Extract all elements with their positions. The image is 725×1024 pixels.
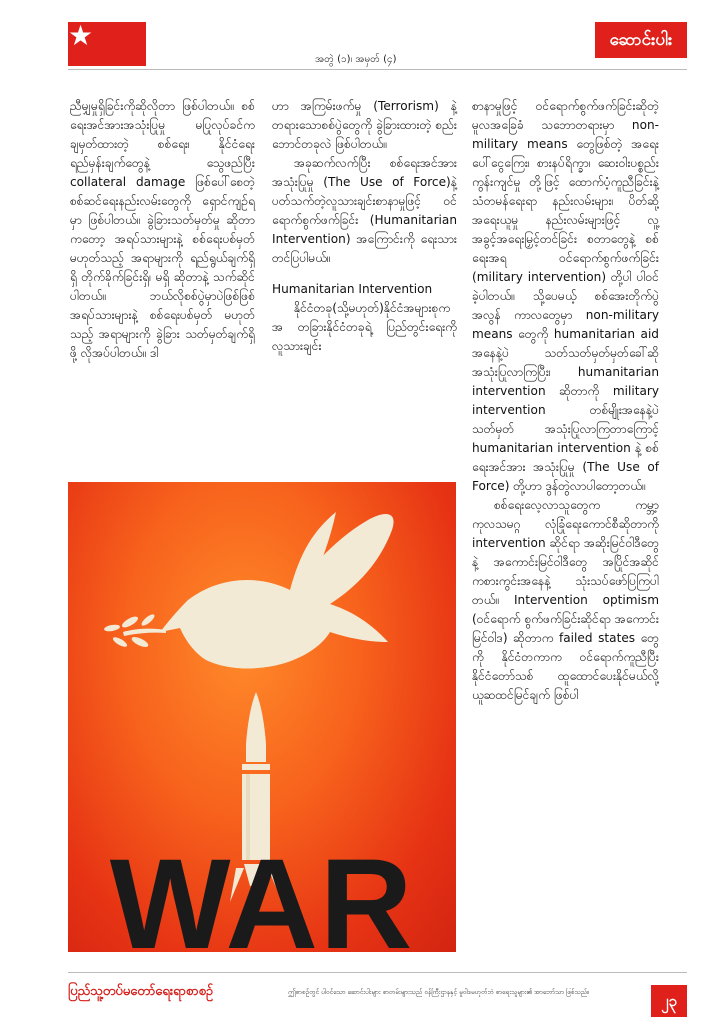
dove-icon [160,512,394,669]
section-subheading: Humanitarian Intervention [272,282,433,296]
olive-branch-icon [104,613,166,649]
issue-line: အတွဲ (၁)၊ အမှတ် (၄) [315,54,397,65]
column-2-paragraph-1: ဟာ အကြမ်းဖက်မှု (Terrorism) နဲ့ တရားသောစစ်ပွဲတွေကို ခွဲခြားထားတဲ့ စည်းဘောင်တခုလဲ ဖြစ်ပါတယ်။ [272,99,457,151]
page-number: ၂၃ [651,985,687,1017]
section-masthead: ဆောင်းပါး [595,22,687,58]
column-2 [272,97,457,356]
footer-disclaimer: ဤစာစဉ်တွင် ပါဝင်သော ဆောင်းပါးများ စာတမ်းများသည် ဝန်ကြီးဌာနနှင့် မူဝါဒမဟုတ်ဘဲ စာရေးသူများ၏ အာဘော်သာ ဖြစ်သည်။ [288,988,589,996]
column-1 [70,97,255,363]
column-3 [472,97,659,705]
poster-war-text: WAR [109,833,415,952]
header-divider [68,69,687,70]
column-3-paragraph-2: စစ်ရေးလေ့လာသူတွေက ကမ္ဘာ့ကုလသမဂ္ဂ လုံခြုံရေးကောင်စီဆိုတာကို intervention ဆိုင်ရာ အဆိုးမြင်ဝါဒီတွေနဲ့ အကောင်းမြင်ဝါဒီတွေ အပြိုင်အဆိုင်ကစားကွင်းအနေနဲ့ သုံးသပ်ဖော်ပြကြပါတယ်။ Intervention optimism (ဝင်ရောက် စွက်ဖက်ခြင်းဆိုင်ရာ အကောင်းမြင်ဝါဒ) ဆိုတာက failed states တွေကို နိုင်ငံတကာက ဝင်ရောက်ကူညီပြီး နိုင်ငံတော်သစ် ထူထောင်ပေးနိုင်မယ်လို့ ယူဆထင်မြင်ချက် ဖြစ်ပါ [472,498,659,702]
column-1-paragraph: ညီမျှမှုရှိခြင်းကိုဆိုလိုတာ ဖြစ်ပါတယ်။ စစ်ရေးအင်အားအသုံးပြုမှု မပြုလုပ်ခင်က ချမှတ်ထားတဲ့ စစ်ရေး၊ နိုင်ငံရေး ရည်မှန်းချက်တွေနဲ့ သွေဖည်ပြီး collateral damage ဖြစ်ပေါ်စေတဲ့ စစ်ဆင်ရေးနည်းလမ်းတွေကို ရှောင်ကျဉ်ရမှာ ဖြစ်ပါတယ်။ ခွဲခြားသတ်မှတ်မှု ဆိုတာကတော့ အရပ်သားများနဲ့ စစ်ရေးပစ်မှတ်မဟုတ်သည့် အရာများကို ရည်ရွယ်ချက်ရှိရှိ တိုက်ခိုက်ခြင်းရှိ၊ မရှိ ဆိုတာနဲ့ သက်ဆိုင်ပါတယ်။ ဘယ်လိုစစ်ပွဲမှာပဲဖြစ်ဖြစ် အရပ်သားများနဲ့ စစ်ရေးပစ်မှတ် မဟုတ်သည့် အရာများကို ခွဲခြား သတ်မှတ်ချက်ရှိဖို့ လိုအပ်ပါတယ်။ ဒါ [70,99,255,360]
war-poster-image [68,482,456,952]
column-3-paragraph-1: စာနာမှုဖြင့် ဝင်ရောက်စွက်ဖက်ခြင်းဆိုတဲ့ မူလအခြေခံ သဘောတရားမှာ non-military means တွေဖြစ်တဲ့ အရေးပေါ်ငွေကြေး၊ စားနပ်ရိက္ခာ၊ ဆေးဝါးပစ္စည်းကွန်းကျင်မှု တို့ဖြင့် ထောက်ပံ့ကူညီခြင်းနဲ့ သံတမန်ရေးရာ နည်းလမ်းများ၊ ပိတ်ဆို့အရေးယူမှု နည်းလမ်းများဖြင့် လူ့အခွင့်အရေးမြှင့်တင်ခြင်း စတာတွေနဲ့ စစ်ရေးအရ ဝင်ရောက်စွက်ဖက်ခြင်း (military intervention) တို့ပါ ပါဝင်ခဲ့ပါတယ်။ သို့ပေမယ့် စစ်အေးတိုက်ပွဲအလွန် ကာလတွေမှာ non-military means တွေကို humanitarian aid အနေနဲ့ပဲ သတ်သတ်မှတ်မှတ်ခေါ်ဆိုအသုံးပြုလာကြပြီး၊ humanitarian intervention ဆိုတာကို military intervention တစ်မျိုးအနေနဲ့ပဲ သတ်မှတ် အသုံးပြုလာကြတာကြောင့် humanitarian intervention နဲ့ စစ်ရေးအင်အား အသုံးပြုမှု (The Use of Force) တို့ဟာ ဒွန်တွဲလာပါတော့တယ်။ [472,99,659,493]
column-2-paragraph-2: အခုဆက်လက်ပြီး စစ်ရေးအင်အားအသုံးပြုမှု (The Use of Force)နဲ့ပတ်သက်တဲ့လူသားချင်းစာနာမှုဖြင့် ဝင်ရောက်စွက်ဖက်ခြင်း (Humanitarian Intervention) အကြောင်းကို ရေးသားတင်ပြပါမယ်။ [272,156,457,265]
footer-divider [68,972,687,973]
star-icon: ★ [68,19,94,52]
column-2-paragraph-3: နိုင်ငံတခု(သို့မဟုတ်)နိုင်ငံအများစုကအ တခြားနိုင်ငံတခုရဲ့ ပြည်တွင်းရေးကို လူသားချင်း [272,301,457,353]
poster-artwork [68,482,456,952]
footer-brand: ပြည်သူ့တပ်မတော်ရေးရာစာစဉ် [68,984,214,999]
party-flag [68,19,146,66]
